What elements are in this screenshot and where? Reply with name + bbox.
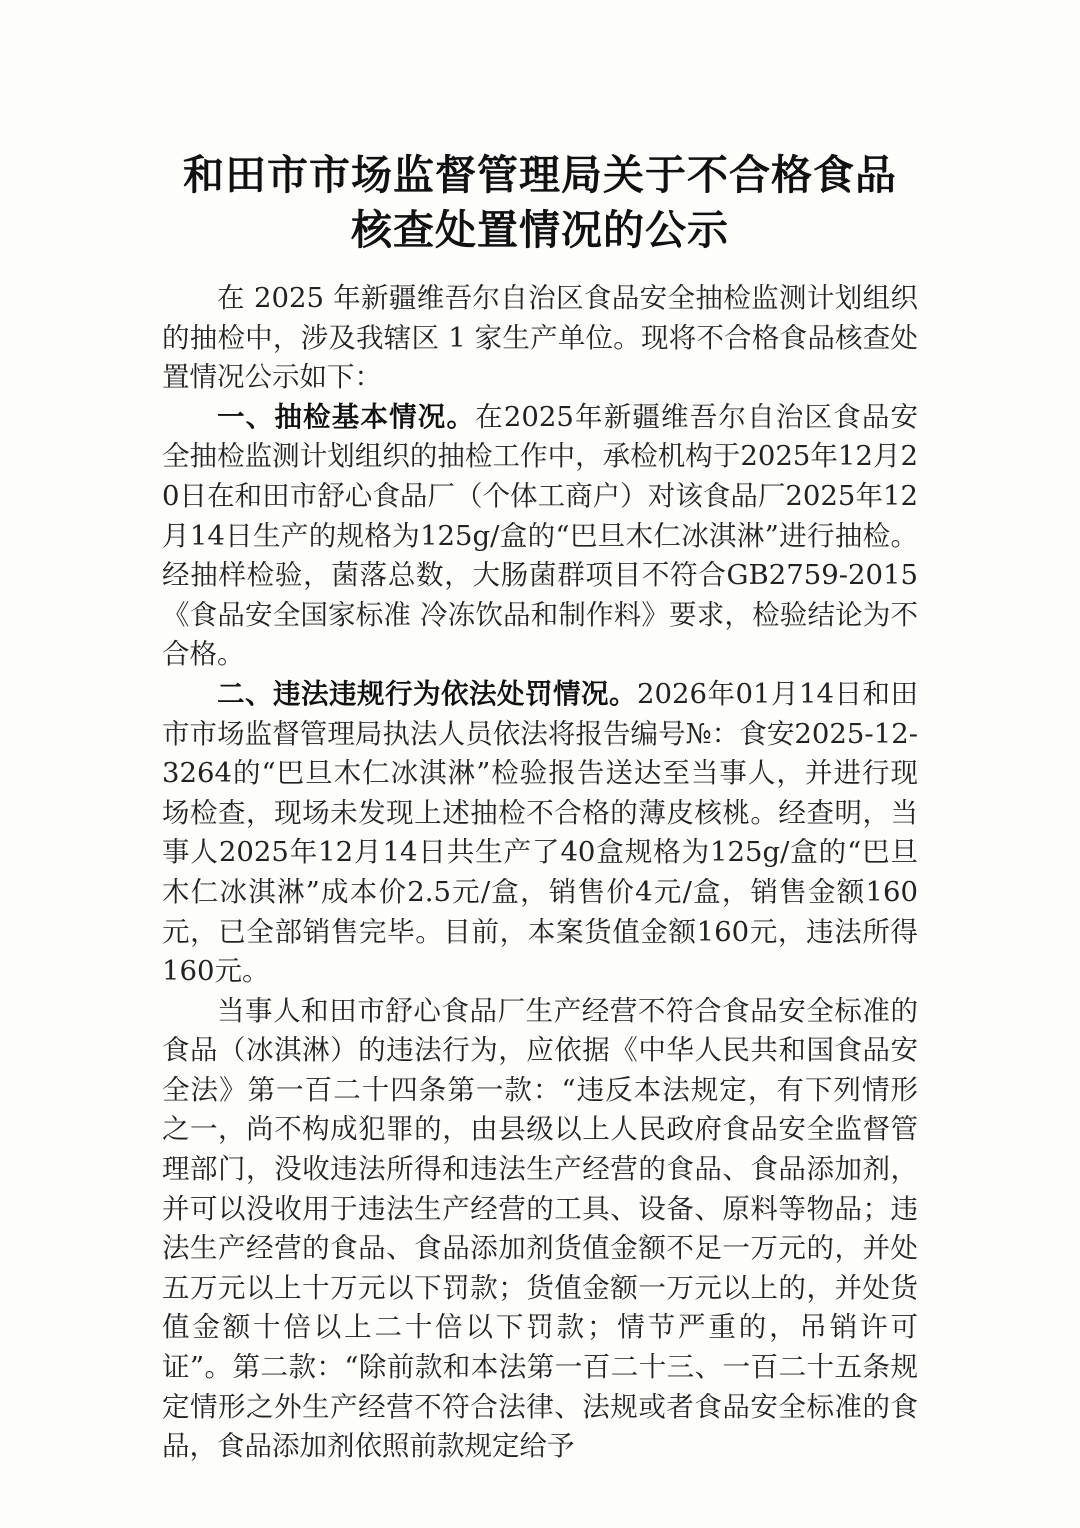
section-1-body: 在2025年新疆维吾尔自治区食品安全抽检监测计划组织的抽检工作中，承检机构于2025年12月20日在和田市舒心食品厂（个体工商户）对该食品厂2025年12月14日生产的规格为125g/盒的“巴旦木仁冰淇淋”进行抽检。经抽样检验，菌落总数，大肠菌群项目不符合GB2759-2015《食品安全国家标准 冷冻饮品和制作料》要求，检验结论为不合格。 <box>162 400 919 671</box>
intro-paragraph: 在 2025 年新疆维吾尔自治区食品安全抽检监测计划组织的抽检中，涉及我辖区 1 家生产单位。现将不合格食品核查处置情况公示如下： <box>162 282 918 394</box>
section-2-heading: 二、违法违规行为依法处罚情况。 <box>217 677 638 710</box>
section-1-paragraph <box>162 398 918 675</box>
document-title-line-2: 核查处置情况的公示 <box>351 206 729 254</box>
section-1-heading: 一、抽检基本情况。 <box>217 400 476 433</box>
document-title-line-1: 和田市市场监督管理局关于不合格食品 <box>183 151 897 199</box>
section-2-body: 2026年01月14日和田市市场监督管理局执法人员依法将报告编号№：食安2025-12-3264的“巴旦木仁冰淇淋”检验报告送达至当事人，并进行现场检查，现场未发现上述抽检不合格的薄皮核桃。经查明，当事人2025年12月14日共生产了40盒规格为125g/盒的“巴旦木仁冰淇淋”成本价2.5元/盒，销售价4元/盒，销售金额160元，已全部销售完毕。目前，本案货值金额160元，违法所得160元。 <box>162 677 918 988</box>
section-2-paragraph <box>162 675 918 992</box>
legal-basis-paragraph: 当事人和田市舒心食品厂生产经营不符合食品安全标准的食品（冰淇淋）的违法行为，应依据《中华人民共和国食品安全法》第一百二十四条第一款：“违反本法规定，有下列情形之一，尚不构成犯罪的，由县级以上人民政府食品安全监督管理部门，没收违法所得和违法生产经营的食品、食品添加剂，并可以没收用于违法生产经营的工具、设备、原料等物品；违法生产经营的食品、食品添加剂货值金额不足一万元的，并处五万元以上十万元以下罚款；货值金额一万元以上的，并处货值金额十倍以上二十倍以下罚款；情节严重的，吊销许可证”。第二款：“除前款和本法第一百二十三、一百二十五条规定情形之外生产经营不符合法律、法规或者食品安全标准的食品，食品添加剂依照前款规定给予 <box>162 994 918 1463</box>
document-body <box>162 279 918 1467</box>
